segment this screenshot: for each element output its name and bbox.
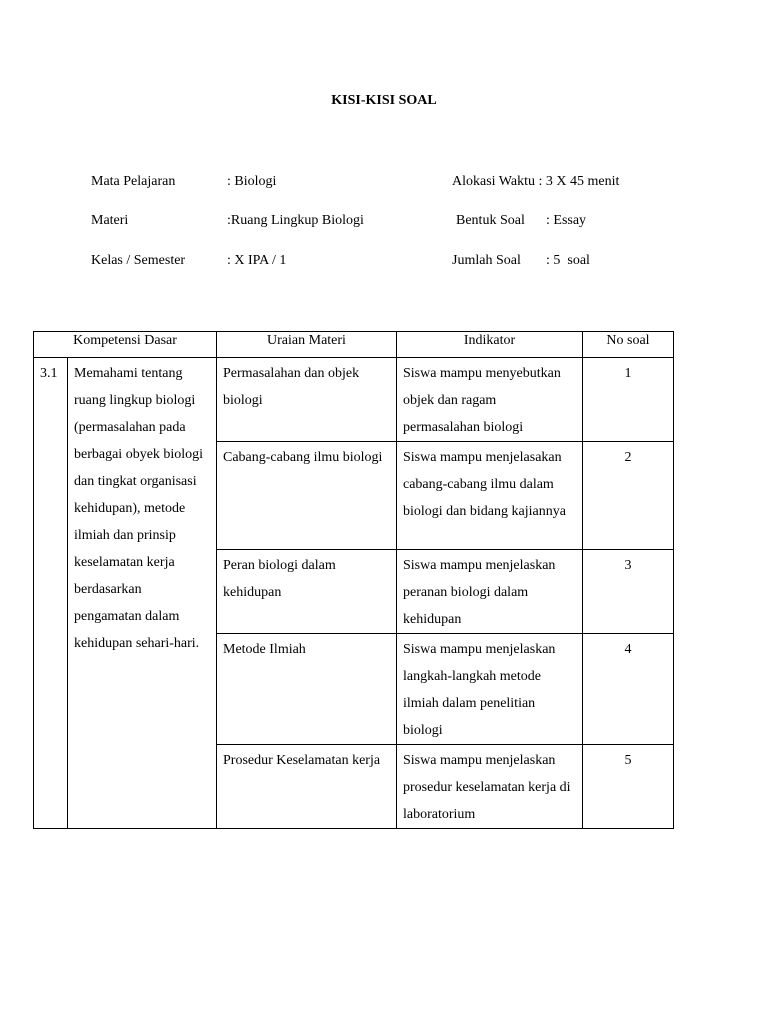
indikator-cell: Siswa mampu menjelaskan langkah-langkah metode ilmiah dalam penelitian biologi	[397, 634, 583, 745]
kelas-value: : X IPA / 1	[227, 253, 287, 268]
mapel-value: : Biologi	[227, 174, 277, 189]
uraian-materi-cell: Cabang-cabang ilmu biologi	[217, 442, 397, 550]
header-kompetensi-dasar: Kompetensi Dasar	[34, 332, 217, 358]
materi-label: Materi	[91, 213, 129, 228]
no-soal-cell: 2	[583, 442, 674, 550]
materi-value: :Ruang Lingkup Biologi	[227, 213, 364, 228]
header-indikator: Indikator	[397, 332, 583, 358]
table-row	[34, 358, 674, 442]
no-soal-cell: 4	[583, 634, 674, 745]
header-no-soal: No soal	[583, 332, 674, 358]
indikator-cell: Siswa mampu menyebutkan objek dan ragam permasalahan biologi	[397, 358, 583, 442]
uraian-materi-cell: Permasalahan dan objek biologi	[217, 358, 397, 442]
uraian-materi-cell: Peran biologi dalam kehidupan	[217, 550, 397, 634]
table-header-row	[34, 332, 674, 358]
kelas-label: Kelas / Semester	[91, 253, 186, 268]
uraian-materi-cell: Metode Ilmiah	[217, 634, 397, 745]
indikator-cell: Siswa mampu menjelasakan cabang-cabang ilmu dalam biologi dan bidang kajiannya	[397, 442, 583, 550]
no-soal-cell: 1	[583, 358, 674, 442]
indikator-cell: Siswa mampu menjelaskan prosedur keselamatan kerja di laboratorium	[397, 745, 583, 829]
jumlah-soal-label: Jumlah Soal	[452, 253, 521, 268]
jumlah-soal-value: : 5 soal	[546, 253, 590, 268]
mapel-label: Mata Pelajaran	[91, 174, 176, 189]
kd-text: Memahami tentang ruang lingkup biologi (permasalahan pada berbagai obyek biologi dan tingkat organisasi kehidupan), metode ilmiah dan prinsip keselamatan kerja berdasarkan pengamatan dalam kehidupan sehari-hari.	[68, 358, 217, 829]
document-title: KISI-KISI SOAL	[331, 93, 437, 108]
kd-number: 3.1	[34, 358, 68, 829]
header-uraian-materi: Uraian Materi	[217, 332, 397, 358]
bentuk-soal-value: : Essay	[546, 213, 587, 228]
uraian-materi-cell: Prosedur Keselamatan kerja	[217, 745, 397, 829]
bentuk-soal-label: Bentuk Soal	[456, 213, 525, 228]
indikator-cell: Siswa mampu menjelaskan peranan biologi dalam kehidupan	[397, 550, 583, 634]
kisi-kisi-table	[33, 331, 674, 829]
no-soal-cell: 3	[583, 550, 674, 634]
alokasi-waktu: Alokasi Waktu : 3 X 45 menit	[452, 174, 620, 189]
no-soal-cell: 5	[583, 745, 674, 829]
